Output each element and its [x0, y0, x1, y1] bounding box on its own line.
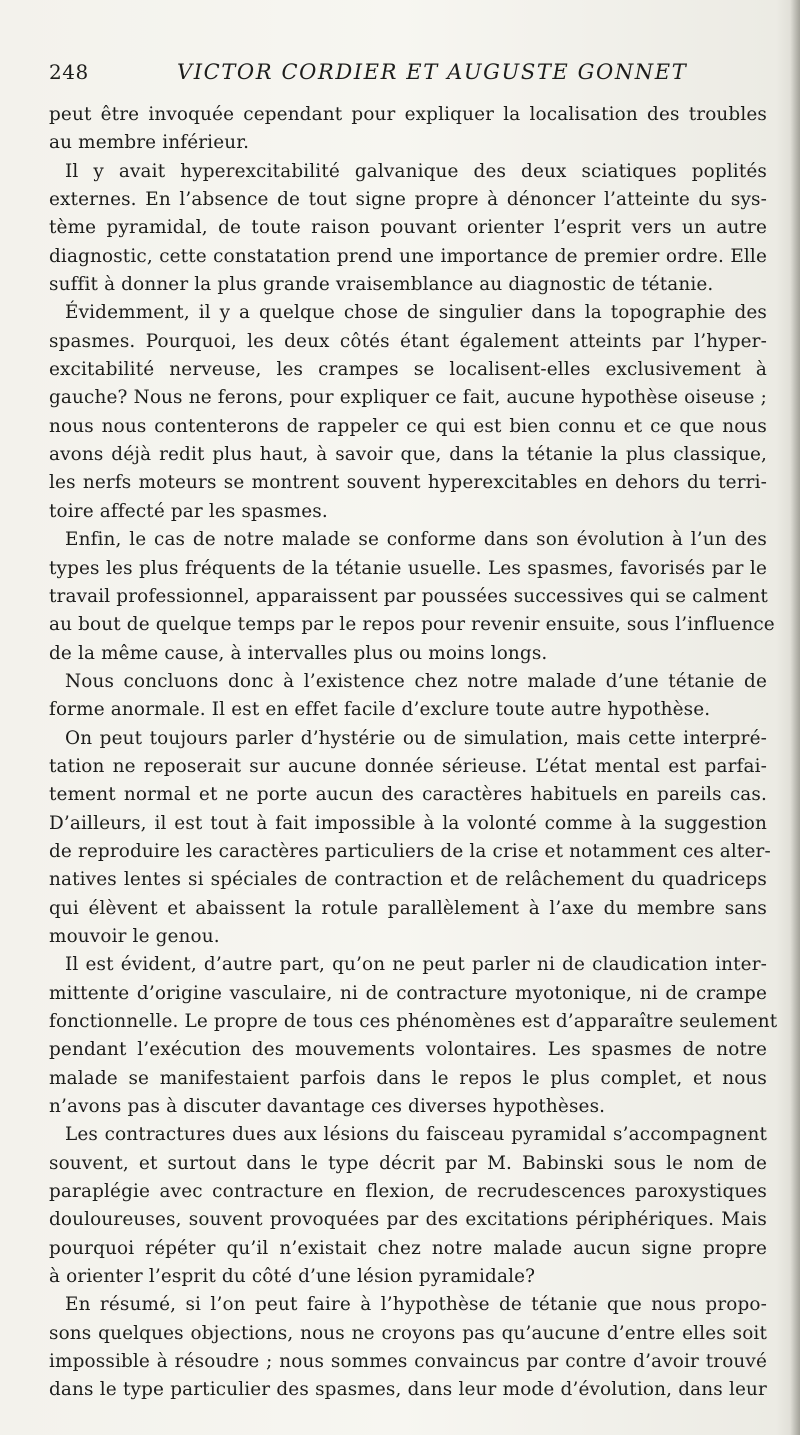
- text-line: peut être invoquée cependant pour expliquer la localisation des troubles: [49, 104, 767, 125]
- text-line: diagnostic, cette constatation prend une importance de premier ordre. Elle: [49, 245, 767, 267]
- text-line: les nerfs moteurs se montrent souvent hyperexcitables en dehors du terri-: [49, 472, 767, 494]
- running-title: VICTOR CORDIER ET AUGUSTE GONNET: [177, 60, 688, 84]
- text-line: à orienter l’esprit du côté d’une lésion pyramidale?: [49, 1266, 536, 1288]
- text-line: de la même cause, à intervalles plus ou moins longs.: [49, 642, 548, 664]
- text-line: excitabilité nerveuse, les crampes se localisent-elles exclusivement à: [49, 359, 767, 381]
- text-line: tement normal et ne porte aucun des caractères habituels en pareils cas.: [49, 784, 767, 806]
- text-line: fonctionnelle. Le propre de tous ces phénomènes est d’apparaître seulement: [49, 1011, 778, 1032]
- text-line: impossible à résoudre ; nous sommes convaincus par contre d’avoir trouvé: [49, 1351, 767, 1373]
- text-line: paraplégie avec contracture en flexion, de recrudescences paroxystiques: [49, 1181, 767, 1203]
- text-line: En résumé, si l’on peut faire à l’hypothèse de tétanie que nous propo-: [65, 1294, 767, 1316]
- running-head: [49, 60, 769, 90]
- text-line: douloureuses, souvent provoquées par des excitations périphériques. Mais: [49, 1209, 767, 1231]
- text-line: externes. En l’absence de tout signe propre à dénoncer l’atteinte du sys-: [49, 189, 767, 211]
- text-line: Il y avait hyperexcitabilité galvanique des deux sciatiques poplités: [65, 160, 767, 182]
- text-line: dans le type particulier des spasmes, dans leur mode d’évolution, dans leur: [49, 1379, 767, 1401]
- text-line: travail professionnel, apparaissent par poussées successives qui se calment: [49, 585, 768, 607]
- text-line: Nous concluons donc à l’existence chez notre malade d’une tétanie de: [65, 670, 767, 692]
- text-line: au membre inférieur.: [49, 132, 250, 154]
- text-line: On peut toujours parler d’hystérie ou de simulation, mais cette interpré-: [65, 727, 767, 749]
- text-line: D’ailleurs, il est tout à fait impossible à la volonté comme à la suggestion: [49, 812, 767, 834]
- text-line: toire affecté par les spasmes.: [49, 500, 328, 522]
- text-line: Enfin, le cas de notre malade se conforme dans son évolution à l’un des: [65, 529, 767, 551]
- text-line: spasmes. Pourquoi, les deux côtés étant également atteints par l’hyper-: [49, 330, 767, 352]
- text-line: nous nous contenterons de rappeler ce qui est bien connu et ce que nous: [49, 415, 767, 437]
- text-line: suffit à donner la plus grande vraisemblance au diagnostic de tétanie.: [49, 274, 714, 296]
- page-edge-shadow: [790, 0, 800, 1435]
- text-line: Les contractures dues aux lésions du faisceau pyramidal s’accompagnent: [65, 1124, 767, 1146]
- text-line: avons déjà redit plus haut, à savoir que, dans la tétanie la plus classique,: [49, 444, 767, 466]
- text-line: au bout de quelque temps par le repos pour revenir ensuite, sous l’influence: [49, 614, 775, 636]
- text-line: pourquoi répéter qu’il n’existait chez notre malade aucun signe propre: [49, 1237, 767, 1259]
- text-line: de reproduire les caractères particuliers de la crise et notamment ces alter-: [49, 840, 771, 862]
- text-line: tème pyramidal, de toute raison pouvant orienter l’esprit vers un autre: [49, 217, 767, 239]
- text-line: types les plus fréquents de la tétanie usuelle. Les spasmes, favorisés par le: [49, 557, 767, 579]
- text-line: Il est évident, d’autre part, qu’on ne peut parler ni de claudication inter-: [65, 954, 767, 976]
- text-line: souvent, et surtout dans le type décrit par M. Babinski sous le nom de: [49, 1152, 767, 1174]
- text-line: Évidemment, il y a quelque chose de singulier dans la topographie des: [65, 302, 767, 324]
- text-line: malade se manifestaient parfois dans le repos le plus complet, et nous: [49, 1067, 767, 1089]
- page-number: 248: [49, 60, 89, 84]
- text-line: mouvoir le genou.: [49, 925, 220, 947]
- text-line: mittente d’origine vasculaire, ni de contracture myotonique, ni de crampe: [49, 982, 767, 1004]
- text-line: n’avons pas à discuter davantage ces diverses hypothèses.: [49, 1096, 606, 1118]
- body-text: [49, 101, 778, 1405]
- text-line: natives lentes si spéciales de contraction et de relâchement du quadriceps: [49, 869, 767, 891]
- text-line: tation ne reposerait sur aucune donnée sérieuse. L’état mental est parfai-: [49, 755, 767, 777]
- text-line: qui élèvent et abaissent la rotule parallèlement à l’axe du membre sans: [49, 897, 767, 919]
- text-line: pendant l’exécution des mouvements volontaires. Les spasmes de notre: [49, 1039, 767, 1061]
- text-line: forme anormale. Il est en effet facile d’exclure toute autre hypothèse.: [49, 699, 711, 721]
- text-line: sons quelques objections, nous ne croyons pas qu’aucune d’entre elles soit: [49, 1322, 767, 1344]
- text-line: gauche? Nous ne ferons, pour expliquer ce fait, aucune hypothèse oiseuse ;: [49, 387, 767, 409]
